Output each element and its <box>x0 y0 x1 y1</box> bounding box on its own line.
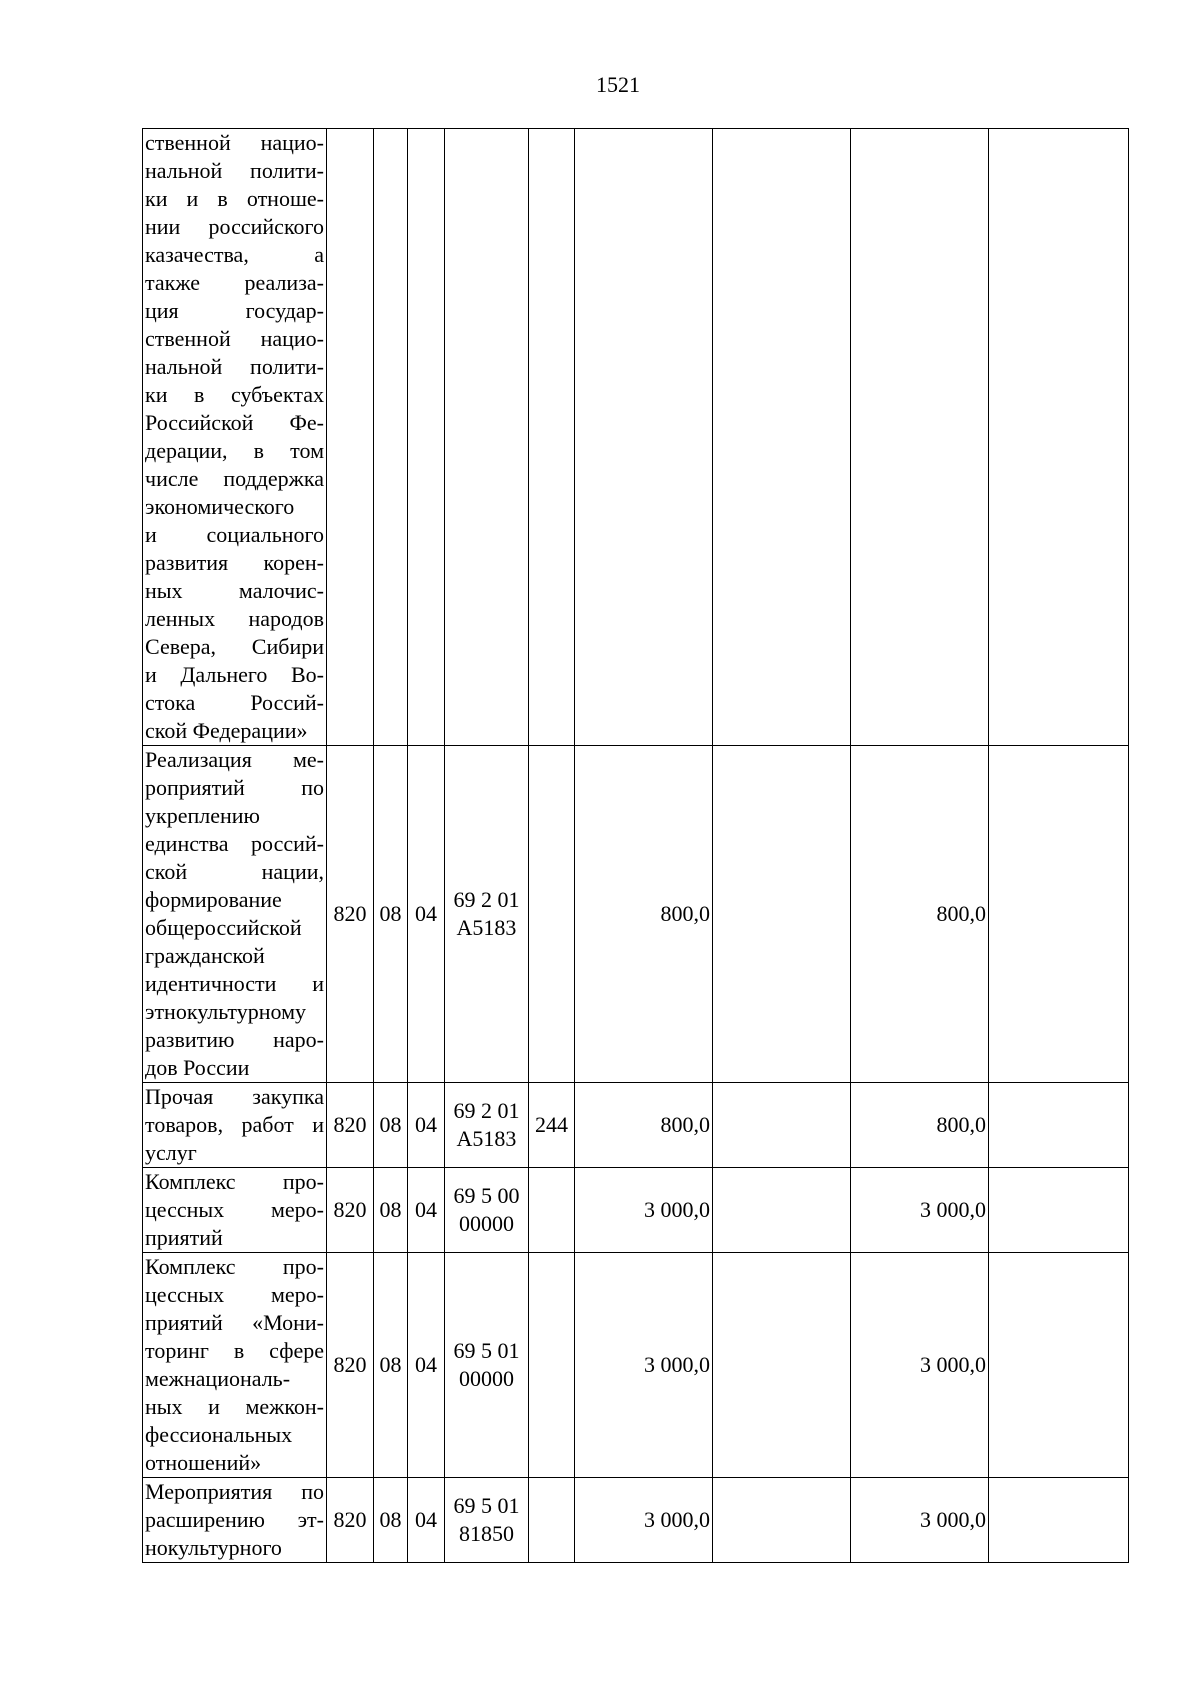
vr-cell <box>529 1168 575 1253</box>
row-name-line: также реализа- <box>145 270 324 295</box>
row-name-line: нальной полити- <box>145 354 324 379</box>
vr-cell <box>529 129 575 746</box>
table-body <box>143 129 1129 1563</box>
empty-cell <box>989 1083 1129 1168</box>
row-name-cell <box>143 1168 327 1253</box>
empty-cell <box>989 1478 1129 1563</box>
csr-cell <box>445 1083 529 1168</box>
vr-cell <box>529 1253 575 1478</box>
row-name-line: Комплекс про- <box>145 1254 324 1279</box>
csr-line: 00000 <box>459 1366 514 1391</box>
row-name-line: гражданской <box>145 943 265 968</box>
amount2-cell: 800,0 <box>851 746 989 1083</box>
row-name-line: числе поддержка <box>145 466 324 491</box>
row-name-cell <box>143 129 327 746</box>
vr-cell <box>529 1478 575 1563</box>
row-name-line: цессных меро- <box>145 1197 324 1222</box>
row-name-line: дов России <box>145 1055 250 1080</box>
table-row <box>143 1168 1129 1253</box>
amount-cell: 3 000,0 <box>575 1168 713 1253</box>
csr-cell <box>445 1253 529 1478</box>
row-name-line: ственной нацио- <box>145 326 324 351</box>
empty-cell <box>989 746 1129 1083</box>
row-name-line: отношений» <box>145 1450 262 1475</box>
table-row <box>143 746 1129 1083</box>
row-name-line: нокультурного <box>145 1535 282 1560</box>
amount2-cell: 800,0 <box>851 1083 989 1168</box>
rz-cell: 08 <box>374 1253 408 1478</box>
row-name-cell <box>143 1083 327 1168</box>
pr-cell: 04 <box>408 1083 445 1168</box>
empty-cell <box>989 129 1129 746</box>
csr-line: 00000 <box>459 1211 514 1236</box>
table-row <box>143 1253 1129 1478</box>
empty-amount-cell <box>713 1478 851 1563</box>
row-name-line: и Дальнего Во- <box>145 662 324 687</box>
amount2-cell: 3 000,0 <box>851 1253 989 1478</box>
row-name-line: развития корен- <box>145 550 324 575</box>
empty-amount-cell <box>713 1168 851 1253</box>
row-name-line: услуг <box>145 1140 197 1165</box>
rz-cell: 08 <box>374 1168 408 1253</box>
row-name-line: ленных народов <box>145 606 324 631</box>
csr-line: 69 2 01 <box>453 887 520 912</box>
csr-line: 69 5 01 <box>453 1493 520 1518</box>
row-name-line: Реализация ме- <box>145 747 324 772</box>
gr-cell: 820 <box>327 746 374 1083</box>
empty-amount-cell <box>713 1253 851 1478</box>
csr-line: 69 5 00 <box>453 1183 520 1208</box>
csr-cell <box>445 746 529 1083</box>
rz-cell: 08 <box>374 1478 408 1563</box>
row-name-line: укреплению <box>145 803 260 828</box>
row-name-cell <box>143 746 327 1083</box>
row-name-line: развитию наро- <box>145 1027 324 1052</box>
amount-cell: 800,0 <box>575 1083 713 1168</box>
row-name-line: стока Россий- <box>145 690 324 715</box>
pr-cell <box>408 129 445 746</box>
row-name-line: дерации, в том <box>145 438 324 463</box>
row-name-line: единства россий- <box>145 831 324 856</box>
amount2-cell: 3 000,0 <box>851 1168 989 1253</box>
csr-line: А5183 <box>456 1126 517 1151</box>
rz-cell <box>374 129 408 746</box>
row-name-line: ки в субъектах <box>145 382 324 407</box>
pr-cell: 04 <box>408 1253 445 1478</box>
empty-cell <box>989 1253 1129 1478</box>
row-name-line: казачества, а <box>145 242 324 267</box>
row-name-line: ных малочис- <box>145 578 324 603</box>
empty-amount-cell <box>713 129 851 746</box>
empty-amount-cell <box>713 1083 851 1168</box>
row-name-line: ных и межкон- <box>145 1394 324 1419</box>
rz-cell: 08 <box>374 746 408 1083</box>
page-number: 1521 <box>596 72 640 97</box>
amount2-cell <box>851 129 989 746</box>
row-name-cell <box>143 1253 327 1478</box>
row-name-line: формирование <box>145 887 282 912</box>
csr-line: 81850 <box>459 1521 514 1546</box>
row-name-line: торинг в сфере <box>145 1338 324 1363</box>
row-name-line: ственной нацио- <box>145 130 324 155</box>
csr-line: 69 5 01 <box>453 1338 520 1363</box>
row-name-line: Российской Фе- <box>145 410 324 435</box>
row-name-line: ки и в отноше- <box>145 186 324 211</box>
budget-table <box>142 128 1129 1563</box>
csr-line: А5183 <box>456 915 517 940</box>
gr-cell: 820 <box>327 1083 374 1168</box>
row-name-cell <box>143 1478 327 1563</box>
row-name-line: идентичности и <box>145 971 324 996</box>
gr-cell <box>327 129 374 746</box>
table-row <box>143 129 1129 746</box>
row-name-line: нии российского <box>145 214 324 239</box>
row-name-line: нальной полити- <box>145 158 324 183</box>
row-name-line: приятий <box>145 1225 223 1250</box>
row-name-line: этнокультурному <box>145 999 307 1024</box>
gr-cell: 820 <box>327 1478 374 1563</box>
rz-cell: 08 <box>374 1083 408 1168</box>
gr-cell: 820 <box>327 1253 374 1478</box>
row-name-line: ция государ- <box>145 298 324 323</box>
row-name-line: и социального <box>145 522 324 547</box>
empty-amount-cell <box>713 746 851 1083</box>
amount-cell: 3 000,0 <box>575 1253 713 1478</box>
row-name-line: Прочая закупка <box>145 1084 324 1109</box>
row-name-line: Мероприятия по <box>145 1479 324 1504</box>
row-name-line: экономического <box>145 494 295 519</box>
pr-cell: 04 <box>408 1478 445 1563</box>
row-name-line: расширению эт- <box>145 1507 324 1532</box>
vr-cell: 244 <box>529 1083 575 1168</box>
row-name-line: Комплекс про- <box>145 1169 324 1194</box>
csr-cell <box>445 1168 529 1253</box>
row-name-line: товаров, работ и <box>145 1112 324 1137</box>
row-name-line: ской нации, <box>145 859 324 884</box>
amount2-cell: 3 000,0 <box>851 1478 989 1563</box>
amount-cell: 3 000,0 <box>575 1478 713 1563</box>
row-name-line: фессиональных <box>145 1422 293 1447</box>
csr-line: 69 2 01 <box>453 1098 520 1123</box>
gr-cell: 820 <box>327 1168 374 1253</box>
empty-cell <box>989 1168 1129 1253</box>
table-row <box>143 1083 1129 1168</box>
amount-cell: 800,0 <box>575 746 713 1083</box>
pr-cell: 04 <box>408 1168 445 1253</box>
vr-cell <box>529 746 575 1083</box>
amount-cell <box>575 129 713 746</box>
csr-cell <box>445 1478 529 1563</box>
row-name-line: общероссийской <box>145 915 302 940</box>
pr-cell: 04 <box>408 746 445 1083</box>
row-name-line: роприятий по <box>145 775 324 800</box>
table-row <box>143 1478 1129 1563</box>
csr-cell <box>445 129 529 746</box>
row-name-line: ской Федерации» <box>145 718 308 743</box>
row-name-line: Севера, Сибири <box>145 634 324 659</box>
row-name-line: цессных меро- <box>145 1282 324 1307</box>
row-name-line: приятий «Мони- <box>145 1310 324 1335</box>
row-name-line: межнациональ- <box>145 1366 291 1391</box>
